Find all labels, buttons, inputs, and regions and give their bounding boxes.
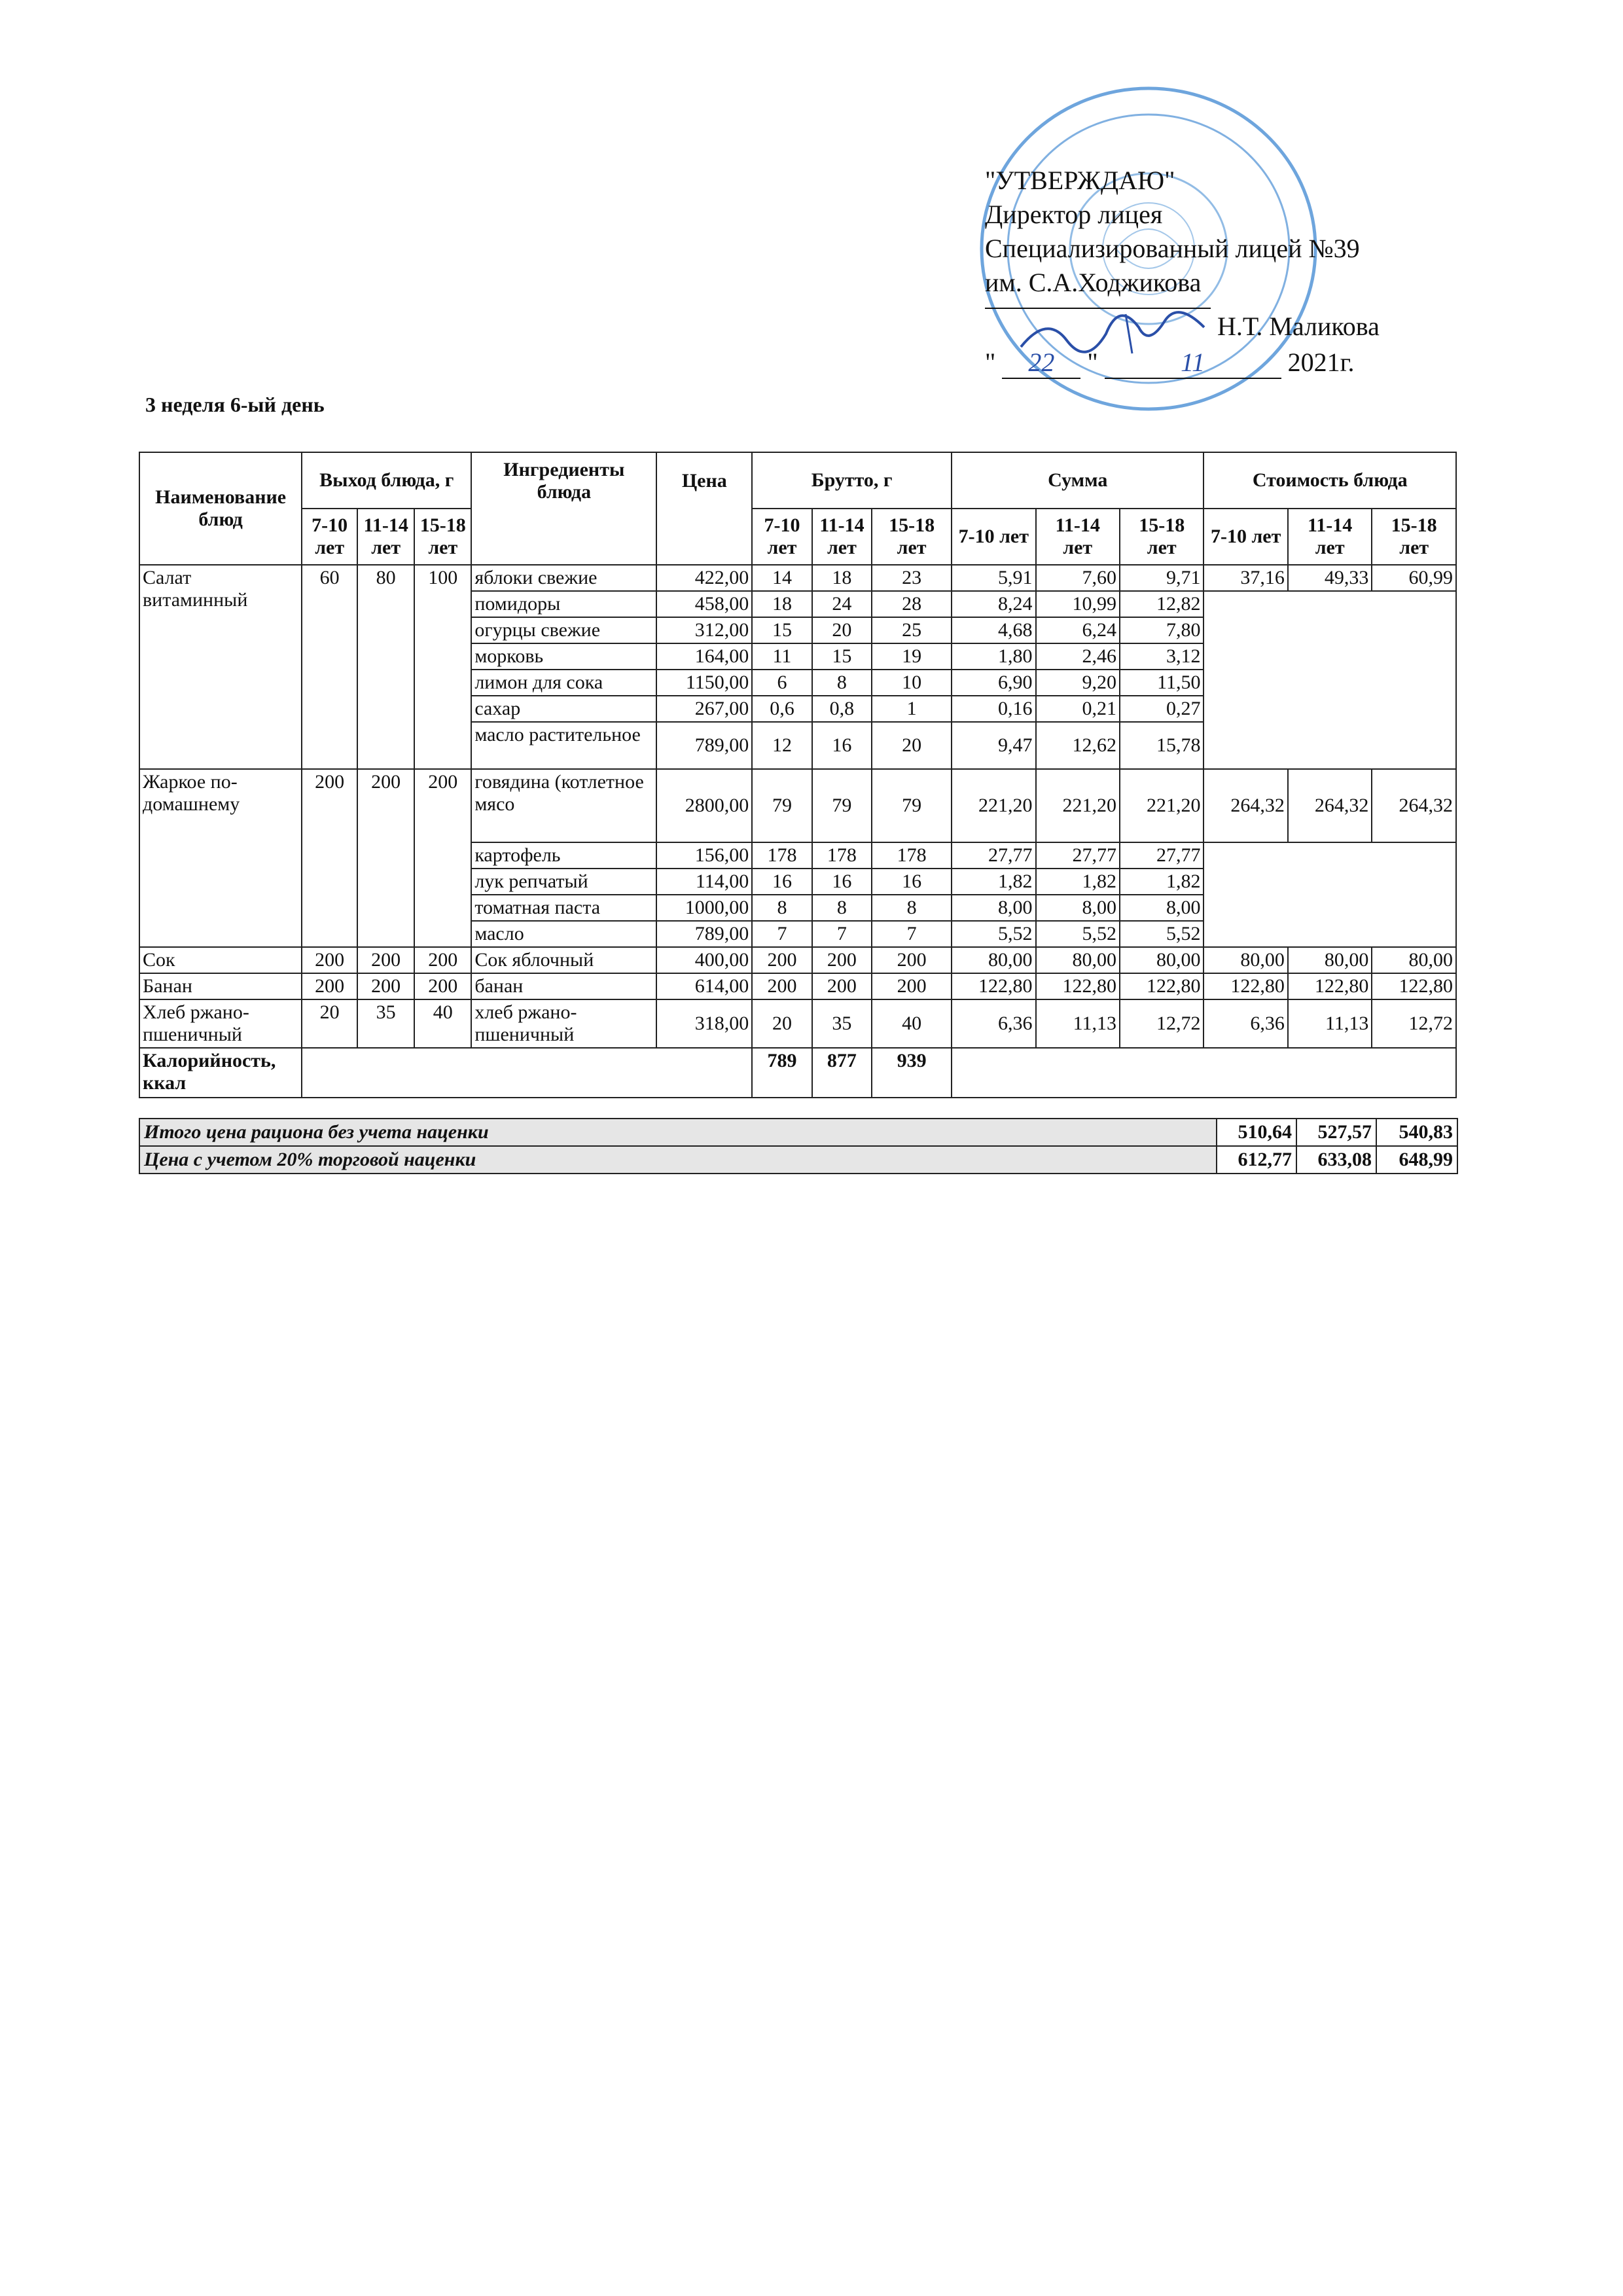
dish-name: Жаркое по-домашнему (139, 769, 302, 947)
brutto-value: 24 (812, 591, 872, 617)
brutto-value: 0,8 (812, 696, 872, 722)
dish-output: 200 (357, 947, 414, 973)
brutto-value: 178 (812, 842, 872, 869)
brutto-value: 8 (872, 895, 952, 921)
sum-value: 12,72 (1120, 999, 1204, 1048)
ingredient-name: говядина (котлетное мясо (471, 769, 656, 842)
date-month: 11 (1105, 347, 1281, 379)
sum-value: 9,47 (952, 722, 1035, 769)
sum-value: 122,80 (952, 973, 1035, 999)
dish-cost: 122,80 (1288, 973, 1372, 999)
table-row (139, 999, 1456, 1048)
sum-value: 12,62 (1036, 722, 1120, 769)
dish-output: 200 (302, 947, 357, 973)
dish-output: 200 (357, 973, 414, 999)
approval-block (985, 164, 1360, 300)
dish-output: 20 (302, 999, 357, 1048)
sum-value: 221,20 (1036, 769, 1120, 842)
brutto-value: 40 (872, 999, 952, 1048)
approval-school: Специализированный лицей №39 (985, 234, 1360, 263)
ingredient-name: лимон для сока (471, 670, 656, 696)
header-dish-name: Наименование блюд (139, 452, 302, 565)
dish-output: 60 (302, 565, 357, 769)
header-brutto-age2: 11-14 лет (812, 509, 872, 565)
dish-output: 80 (357, 565, 414, 769)
totals-table (139, 1118, 1458, 1174)
header-output-age2: 11-14 лет (357, 509, 414, 565)
dish-cost: 37,16 (1204, 565, 1287, 591)
brutto-value: 20 (872, 722, 952, 769)
ingredient-price: 422,00 (656, 565, 752, 591)
header-output-age1: 7-10 лет (302, 509, 357, 565)
menu-table (139, 452, 1457, 1098)
brutto-value: 200 (872, 947, 952, 973)
totals-value: 612,77 (1217, 1146, 1296, 1174)
sum-value: 0,21 (1036, 696, 1120, 722)
header-output: Выход блюда, г (302, 452, 471, 509)
ingredient-price: 789,00 (656, 921, 752, 947)
sum-value: 8,00 (952, 895, 1035, 921)
header-cost-age1: 7-10 лет (1204, 509, 1287, 565)
dish-cost: 80,00 (1288, 947, 1372, 973)
ingredient-price: 400,00 (656, 947, 752, 973)
brutto-value: 8 (812, 895, 872, 921)
dish-output: 200 (414, 973, 471, 999)
dish-cost: 264,32 (1204, 769, 1287, 842)
sum-value: 1,80 (952, 643, 1035, 670)
sum-value: 8,24 (952, 591, 1035, 617)
sum-value: 80,00 (1120, 947, 1204, 973)
calories-blank (302, 1048, 752, 1098)
sum-value: 221,20 (1120, 769, 1204, 842)
ingredient-price: 614,00 (656, 973, 752, 999)
brutto-value: 28 (872, 591, 952, 617)
brutto-value: 200 (752, 973, 812, 999)
ingredient-name: масло растительное (471, 722, 656, 769)
header-cost: Стоимость блюда (1204, 452, 1456, 509)
sum-value: 5,52 (1120, 921, 1204, 947)
brutto-value: 200 (752, 947, 812, 973)
dish-name: Банан (139, 973, 302, 999)
brutto-value: 8 (752, 895, 812, 921)
totals-value: 510,64 (1217, 1119, 1296, 1146)
brutto-value: 16 (812, 722, 872, 769)
sum-value: 11,13 (1036, 999, 1120, 1048)
ingredient-price: 1150,00 (656, 670, 752, 696)
dish-cost: 264,32 (1288, 769, 1372, 842)
calories-value: 939 (872, 1048, 952, 1098)
header-sum-age3: 15-18 лет (1120, 509, 1204, 565)
approval-date: " 22 " 11 2021г. (985, 347, 1355, 379)
header-cost-age2: 11-14 лет (1288, 509, 1372, 565)
brutto-value: 14 (752, 565, 812, 591)
sum-value: 5,52 (1036, 921, 1120, 947)
dish-cost: 11,13 (1288, 999, 1372, 1048)
brutto-value: 35 (812, 999, 872, 1048)
dish-cost: 60,99 (1372, 565, 1456, 591)
ingredient-name: лук репчатый (471, 869, 656, 895)
dish-cost: 122,80 (1204, 973, 1287, 999)
ingredient-name: Сок яблочный (471, 947, 656, 973)
ingredient-price: 267,00 (656, 696, 752, 722)
totals-value: 633,08 (1296, 1146, 1376, 1174)
table-row (139, 947, 1456, 973)
sum-value: 27,77 (1036, 842, 1120, 869)
sum-value: 9,20 (1036, 670, 1120, 696)
brutto-value: 200 (812, 973, 872, 999)
header-price: Цена (656, 452, 752, 509)
brutto-value: 200 (812, 947, 872, 973)
week-day-title: 3 неделя 6-ый день (145, 393, 325, 416)
brutto-value: 20 (752, 999, 812, 1048)
ingredient-name: банан (471, 973, 656, 999)
header-brutto-age3: 15-18 лет (872, 509, 952, 565)
table-row (139, 973, 1456, 999)
ingredient-price: 318,00 (656, 999, 752, 1048)
sum-value: 27,77 (952, 842, 1035, 869)
sum-value: 1,82 (952, 869, 1035, 895)
brutto-value: 16 (752, 869, 812, 895)
dish-output: 100 (414, 565, 471, 769)
sum-value: 122,80 (1036, 973, 1120, 999)
brutto-value: 79 (812, 769, 872, 842)
sum-value: 0,16 (952, 696, 1035, 722)
brutto-value: 7 (812, 921, 872, 947)
brutto-value: 8 (812, 670, 872, 696)
sum-value: 80,00 (952, 947, 1035, 973)
header-sum: Сумма (952, 452, 1204, 509)
sum-value: 8,00 (1120, 895, 1204, 921)
table-row (139, 565, 1456, 591)
brutto-value: 6 (752, 670, 812, 696)
dish-output: 200 (357, 769, 414, 947)
brutto-value: 1 (872, 696, 952, 722)
approval-position: Директор лицея (985, 200, 1163, 229)
ingredient-price: 2800,00 (656, 769, 752, 842)
dish-cost: 49,33 (1288, 565, 1372, 591)
ingredient-name: сахар (471, 696, 656, 722)
ingredient-name: хлеб ржано-пшеничный (471, 999, 656, 1048)
sum-value: 9,71 (1120, 565, 1204, 591)
brutto-value: 16 (872, 869, 952, 895)
brutto-value: 23 (872, 565, 952, 591)
dish-cost: 12,72 (1372, 999, 1456, 1048)
sum-value: 122,80 (1120, 973, 1204, 999)
approval-school-name: им. С.А.Ходжикова (985, 268, 1202, 297)
header-ingredients: Ингредиенты блюда (471, 452, 656, 509)
dish-name: Хлеб ржано-пшеничный (139, 999, 302, 1048)
ingredient-name: масло (471, 921, 656, 947)
header-brutto: Брутто, г (752, 452, 952, 509)
brutto-value: 25 (872, 617, 952, 643)
brutto-value: 19 (872, 643, 952, 670)
dish-output: 40 (414, 999, 471, 1048)
brutto-value: 18 (752, 591, 812, 617)
brutto-value: 10 (872, 670, 952, 696)
header-output-age3: 15-18 лет (414, 509, 471, 565)
ingredient-price: 164,00 (656, 643, 752, 670)
sum-value: 5,52 (952, 921, 1035, 947)
sum-value: 2,46 (1036, 643, 1120, 670)
ingredient-price: 312,00 (656, 617, 752, 643)
dish-output: 200 (414, 947, 471, 973)
cost-blank (1204, 591, 1456, 769)
dish-cost: 122,80 (1372, 973, 1456, 999)
sum-value: 10,99 (1036, 591, 1120, 617)
sum-value: 12,82 (1120, 591, 1204, 617)
sum-value: 15,78 (1120, 722, 1204, 769)
header-sum-age2: 11-14 лет (1036, 509, 1120, 565)
dish-output: 200 (302, 973, 357, 999)
totals-value: 527,57 (1296, 1119, 1376, 1146)
ingredient-price: 114,00 (656, 869, 752, 895)
ingredient-name: помидоры (471, 591, 656, 617)
sum-value: 0,27 (1120, 696, 1204, 722)
ingredient-name: картофель (471, 842, 656, 869)
brutto-value: 7 (752, 921, 812, 947)
totals-label: Итого цена рациона без учета наценки (139, 1119, 1217, 1146)
brutto-value: 20 (812, 617, 872, 643)
calories-blank-right (952, 1048, 1456, 1098)
brutto-value: 79 (752, 769, 812, 842)
brutto-value: 15 (812, 643, 872, 670)
sum-value: 3,12 (1120, 643, 1204, 670)
dish-output: 200 (302, 769, 357, 947)
approval-title: "УТВЕРЖДАЮ" (985, 166, 1175, 195)
dish-output: 35 (357, 999, 414, 1048)
sum-value: 221,20 (952, 769, 1035, 842)
date-year: 2021г. (1287, 348, 1355, 377)
signer-name: Н.Т. Маликова (1217, 312, 1380, 341)
ingredient-name: томатная паста (471, 895, 656, 921)
sum-value: 6,36 (952, 999, 1035, 1048)
brutto-value: 79 (872, 769, 952, 842)
cost-blank (1204, 842, 1456, 947)
ingredient-name: огурцы свежие (471, 617, 656, 643)
dish-cost: 264,32 (1372, 769, 1456, 842)
totals-value: 648,99 (1376, 1146, 1457, 1174)
dish-cost: 80,00 (1372, 947, 1456, 973)
sum-value: 11,50 (1120, 670, 1204, 696)
brutto-value: 15 (752, 617, 812, 643)
brutto-value: 178 (752, 842, 812, 869)
calories-label: Калорийность, ккал (139, 1048, 302, 1098)
header-cost-age3: 15-18 лет (1372, 509, 1456, 565)
sum-value: 7,80 (1120, 617, 1204, 643)
sum-value: 6,90 (952, 670, 1035, 696)
ingredient-price: 458,00 (656, 591, 752, 617)
sum-value: 5,91 (952, 565, 1035, 591)
header-brutto-age1: 7-10 лет (752, 509, 812, 565)
date-day: 22 (1002, 347, 1080, 379)
sum-value: 4,68 (952, 617, 1035, 643)
sum-value: 80,00 (1036, 947, 1120, 973)
totals-row (139, 1146, 1457, 1174)
calories-value: 877 (812, 1048, 872, 1098)
dish-cost: 6,36 (1204, 999, 1287, 1048)
sum-value: 8,00 (1036, 895, 1120, 921)
dish-output: 200 (414, 769, 471, 947)
header-sum-age1: 7-10 лет (952, 509, 1035, 565)
calories-value: 789 (752, 1048, 812, 1098)
sum-value: 7,60 (1036, 565, 1120, 591)
sum-value: 1,82 (1036, 869, 1120, 895)
ingredient-name: яблоки свежие (471, 565, 656, 591)
sum-value: 27,77 (1120, 842, 1204, 869)
brutto-value: 7 (872, 921, 952, 947)
totals-value: 540,83 (1376, 1119, 1457, 1146)
table-row (139, 769, 1456, 842)
sum-value: 6,24 (1036, 617, 1120, 643)
dish-name: Сок (139, 947, 302, 973)
dish-name: Салат витаминный (139, 565, 302, 769)
totals-label: Цена с учетом 20% торговой наценки (139, 1146, 1217, 1174)
ingredient-name: морковь (471, 643, 656, 670)
totals-row (139, 1119, 1457, 1146)
ingredient-price: 1000,00 (656, 895, 752, 921)
brutto-value: 12 (752, 722, 812, 769)
ingredient-price: 156,00 (656, 842, 752, 869)
brutto-value: 11 (752, 643, 812, 670)
brutto-value: 200 (872, 973, 952, 999)
calories-row (139, 1048, 1456, 1098)
ingredient-price: 789,00 (656, 722, 752, 769)
brutto-value: 178 (872, 842, 952, 869)
brutto-value: 18 (812, 565, 872, 591)
dish-cost: 80,00 (1204, 947, 1287, 973)
sum-value: 1,82 (1120, 869, 1204, 895)
brutto-value: 16 (812, 869, 872, 895)
brutto-value: 0,6 (752, 696, 812, 722)
